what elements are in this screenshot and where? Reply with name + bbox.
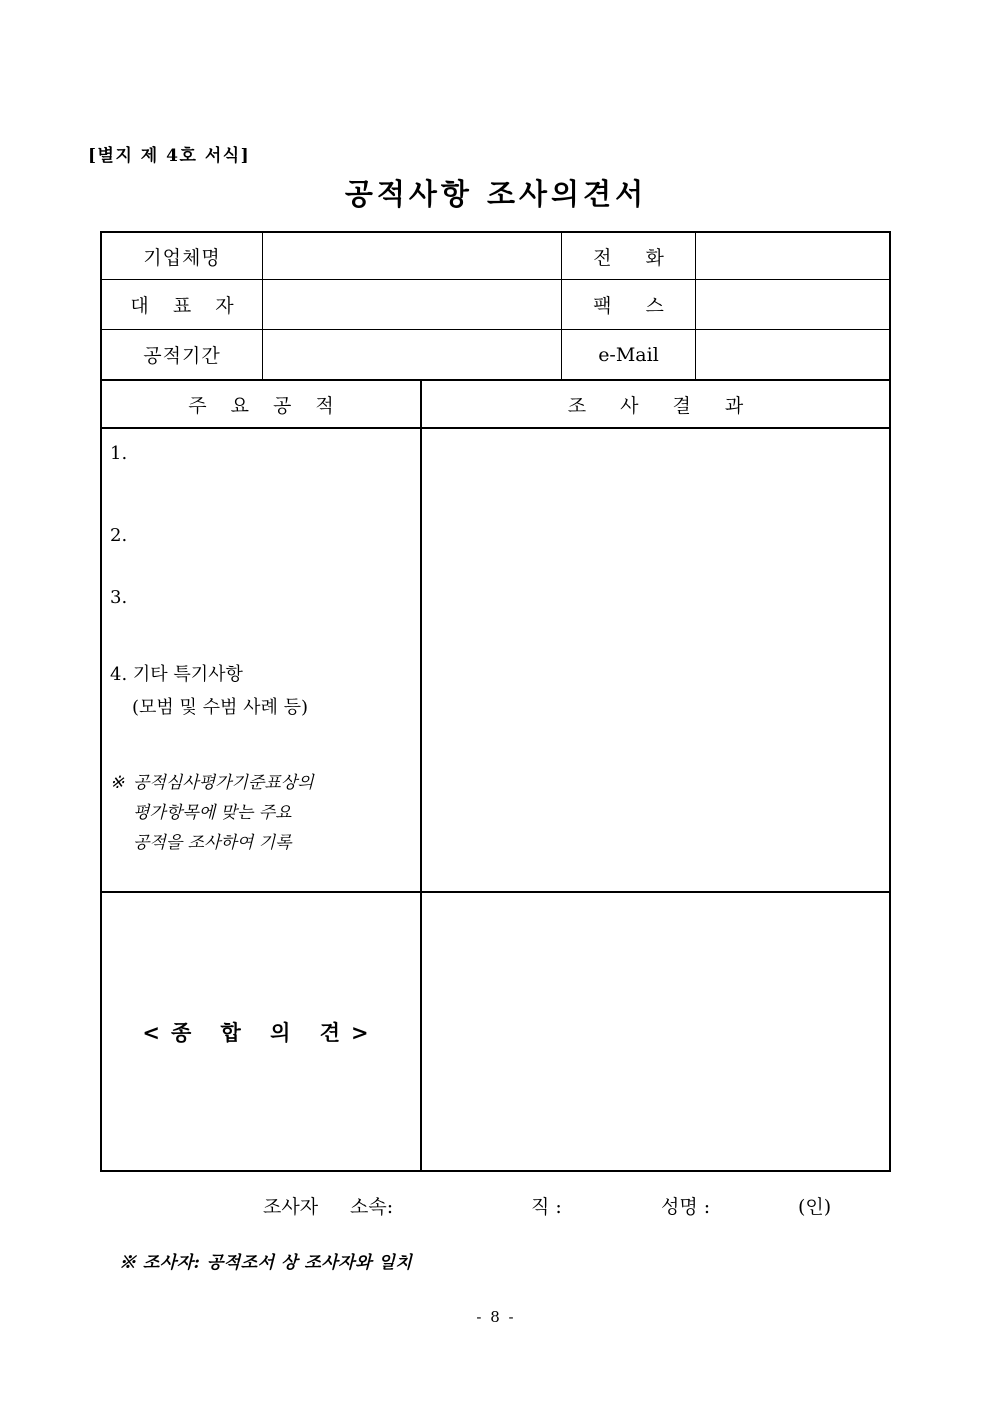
merit-list-cell [102, 429, 422, 891]
email-value-cell [696, 330, 889, 379]
section-header-row [102, 381, 889, 429]
company-name-value-cell [263, 233, 562, 279]
info-row-merit-period [102, 330, 889, 381]
summary-row [102, 893, 889, 1170]
representative-label: 대 표 자 [102, 280, 263, 329]
summary-opinion-cell [102, 893, 422, 1170]
form-table [100, 231, 891, 1172]
seal-label: (인) [798, 1196, 832, 1218]
merit-note-line-2: 평가항목에 맞는 주요 [133, 803, 292, 823]
signature-line [0, 1192, 992, 1222]
merit-note-line-3: 공적을 조사하여 기록 [133, 833, 292, 853]
merit-item-4-sub: (모범 및 수범 사례 등) [132, 697, 309, 718]
info-row-company [102, 233, 889, 280]
fax-value-cell [696, 280, 889, 329]
summary-opinion-label: <종 합 의 견> [142, 1019, 380, 1045]
phone-label: 전 화 [562, 233, 696, 279]
merit-note [110, 768, 410, 858]
page-number: - 8 - [476, 1308, 516, 1326]
info-row-representative [102, 280, 889, 330]
representative-value-cell [263, 280, 562, 329]
fax-label: 팩 스 [562, 280, 696, 329]
merit-item-3: 3. [110, 587, 128, 608]
reference-mark-icon: ※ [110, 773, 125, 793]
merit-item-2: 2. [110, 525, 128, 546]
result-column-header: 조 사 결 과 [567, 394, 758, 417]
merit-period-value-cell [263, 330, 562, 379]
company-name-label: 기업체명 [102, 233, 263, 279]
form-number-label: [별지 제 4호 서식] [88, 146, 251, 166]
investigator-label: 조사자 [263, 1196, 319, 1218]
merit-note-line-1: 공적심사평가기준표상의 [133, 773, 314, 793]
phone-value-cell [696, 233, 889, 279]
merit-column-header: 주 요 공 적 [102, 381, 422, 427]
investigation-result-cell [422, 429, 889, 891]
merit-item-4: 4. 기타 특기사항 [110, 664, 243, 685]
merit-content-row [102, 429, 889, 893]
merit-period-label: 공적기간 [102, 330, 263, 379]
merit-item-1: 1. [110, 443, 128, 464]
page-title: 공적사항 조사의견서 [344, 177, 648, 211]
position-label: 직 : [531, 1196, 562, 1218]
name-label: 성명 : [661, 1196, 711, 1218]
email-label: e-Mail [562, 330, 696, 379]
summary-content-cell [422, 893, 889, 1170]
investigator-note: ※ 조사자: 공적조서 상 조사자와 일치 [119, 1253, 413, 1273]
affiliation-label: 소속: [350, 1196, 394, 1218]
